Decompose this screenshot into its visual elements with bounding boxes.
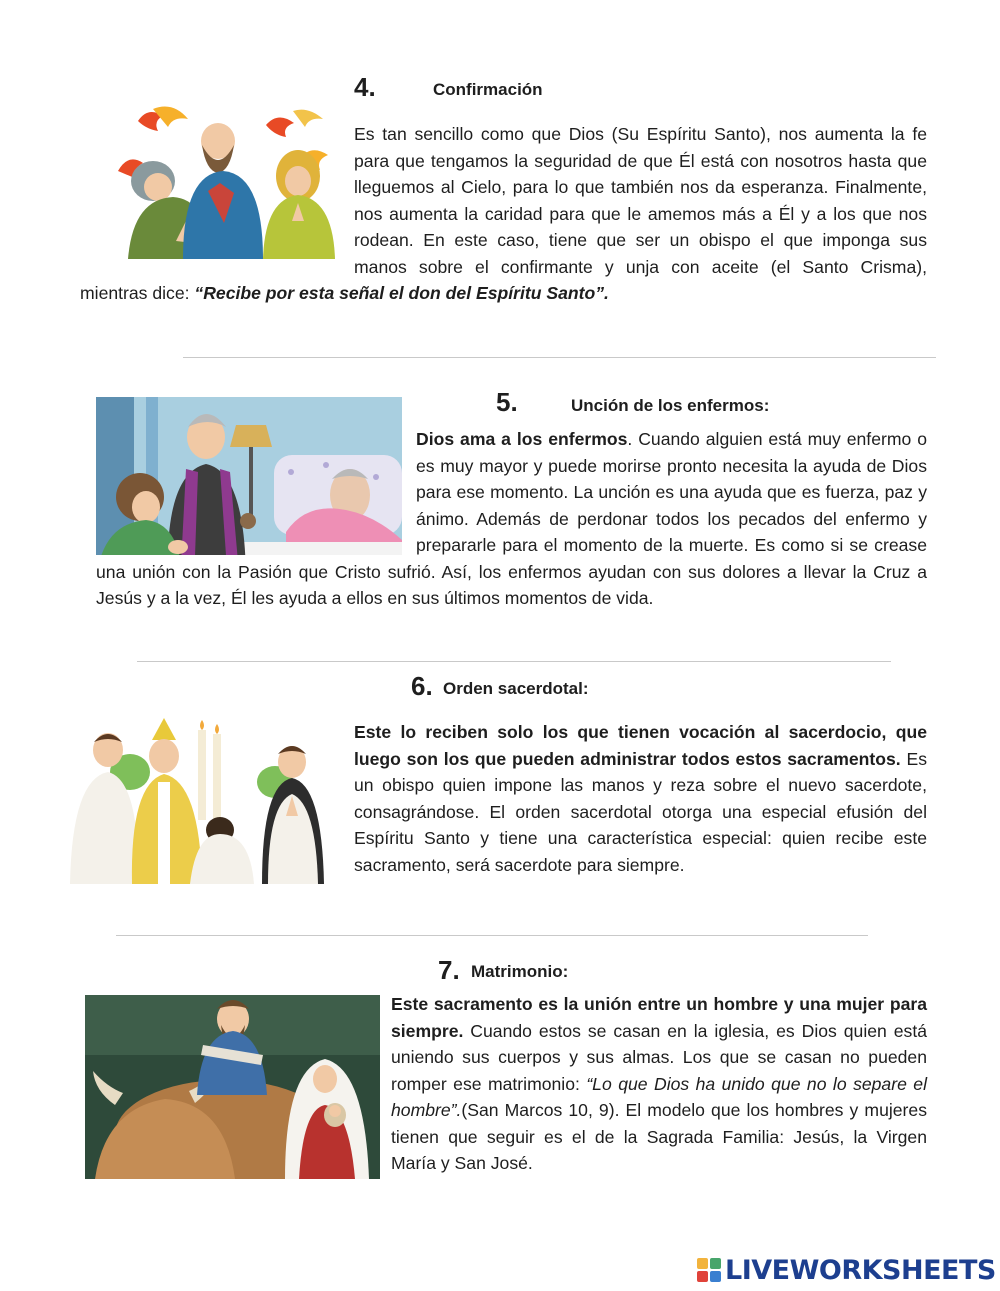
section-4-text-block (80, 121, 927, 307)
section-4-paragraph: Es tan sencillo como que Dios (Su Espíritu Santo), nos aumenta la fe para que tengamos la seguridad de que Él está con nosotros hasta que lleguemos al Cielo, para lo que también nos da esperanza. Finalmente, nos aumenta la caridad para que le amemos más a Él y a los que nos rodean. En este caso, tiene que ser un obispo el que imponga sus manos sobre el confirmante y unja con aceite (el Santo Crisma), mientras dice: “Recibe por esta señal el don del Espíritu Santo”. (80, 124, 927, 303)
section-5-text-block (96, 426, 927, 612)
divider (116, 935, 868, 936)
holy-orders-illustration-icon (70, 712, 334, 884)
section-5-title: Unción de los enfermos: (571, 396, 770, 415)
liveworksheets-logo[interactable] (697, 1254, 996, 1286)
divider (137, 661, 891, 662)
liveworksheets-logo-icon (697, 1258, 721, 1282)
section-6-number: 6. (411, 671, 433, 701)
section-4-number: 4. (354, 72, 376, 102)
section-4-title: Confirmación (433, 80, 543, 99)
divider (183, 357, 936, 358)
holy-family-illustration-icon (85, 995, 380, 1179)
section-7-text-block (391, 991, 927, 1177)
section-6-text-block (354, 719, 927, 878)
logo-text: LIVEWORKSHEETS (725, 1254, 996, 1286)
section-7-number: 7. (438, 955, 460, 985)
section-7-title: Matrimonio: (471, 962, 569, 981)
section-6-title: Orden sacerdotal: (443, 679, 589, 698)
section-5-paragraph: Dios ama a los enfermos. Cuando alguien está muy enfermo o es muy mayor y puede morirse pronto necesita la ayuda de Dios para ese momento. La unción es una ayuda que es fuerza, paz y ánimo. Además de perdonar todos los pecados del enfermo y prepararle para el momento de la muerte. Es como si se crease una unión con la Pasión que Cristo sufrió. Así, los enfermos ayudan con sus dolores a llevar la Cruz a Jesús y a la vez, Él les ayuda a ellos en sus últimos momentos de vida. (96, 429, 927, 608)
confirmation-illustration-icon (80, 101, 354, 261)
section-7-paragraph: Este sacramento es la unión entre un hombre y una mujer para siempre. Cuando estos se casan en la iglesia, es Dios quien está uniendo sus cuerpos y sus almas. Los que se casan no pueden romper ese matrimonio: “Lo que Dios ha unido que no lo separe el hombre”.(San Marcos 10, 9). El modelo que los hombres y mujeres tienen que seguir es el de la Sagrada Familia: Jesús, la Virgen María y San José. (391, 994, 927, 1173)
section-6-paragraph: Este lo reciben solo los que tienen vocación al sacerdocio, que luego son los que pueden administrar todos estos sacramentos. Es un obispo quien impone las manos y reza sobre el nuevo sacerdote, consagrándose. El orden sacerdotal otorga una especial efusión del Espíritu Santo y tiene una característica especial: quien recibe este sacramento, será sacerdote para siempre. (354, 722, 927, 875)
anointing-sick-illustration-icon (96, 397, 416, 555)
section-5-number: 5. (496, 387, 518, 417)
